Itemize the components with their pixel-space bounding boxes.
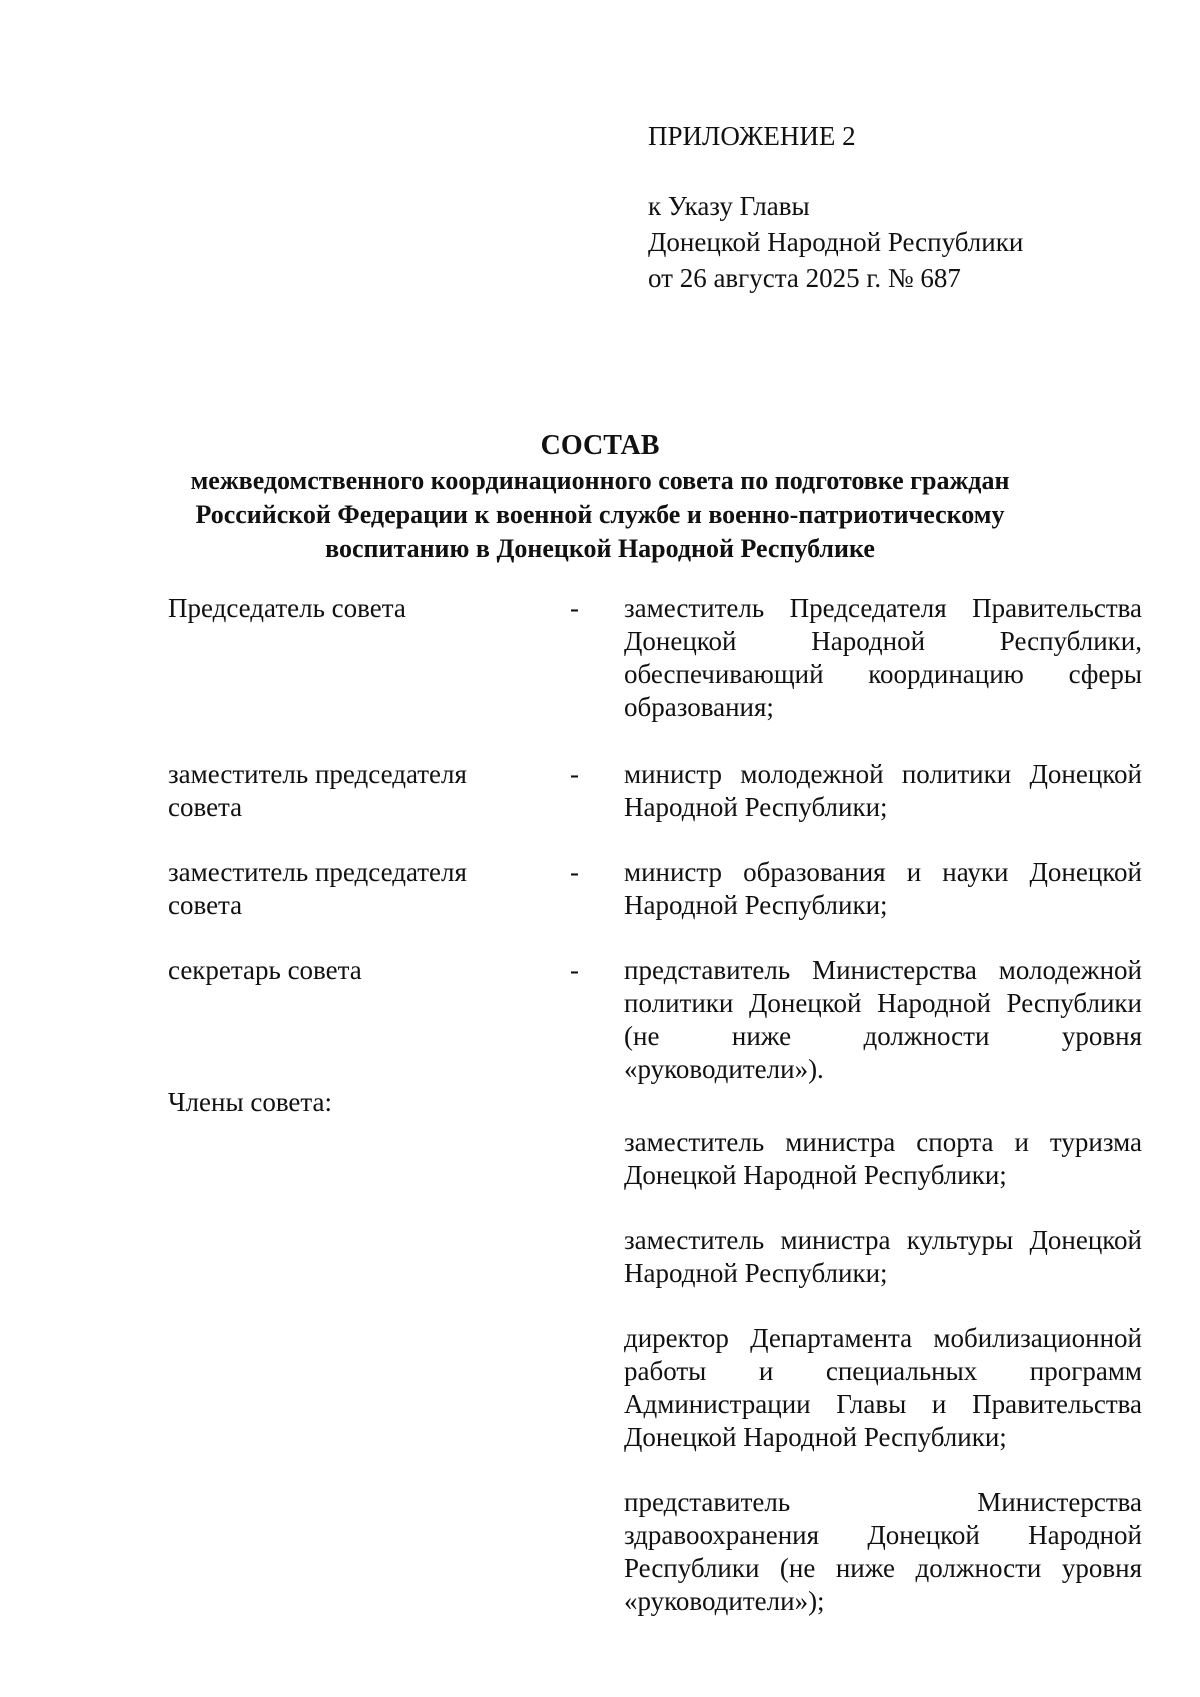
appendix-line-3: от 26 августа 2025 г. № 687 bbox=[648, 263, 961, 293]
dash-separator: - bbox=[570, 759, 579, 789]
member-item: заместитель министра спорта и туризма Донецкой Народной Республики; bbox=[624, 1127, 1142, 1190]
heading-subtitle-line-2: Российской Федерации к военной службе и военно-патриотическому bbox=[195, 500, 1005, 529]
role-label: Председатель совета bbox=[168, 593, 406, 623]
role-description: представитель Министерства молодежной политики Донецкой Народной Республики (не ниже должности уровня «руководители»). bbox=[624, 955, 1142, 1084]
role-description: министр молодежной политики Донецкой Народной Республики; bbox=[624, 759, 1142, 822]
appendix-line-1: к Указу Главы bbox=[648, 191, 810, 221]
role-label: заместитель председателя совета bbox=[168, 857, 467, 920]
role-description: заместитель Председателя Правительства Донецкой Народной Республики, обеспечивающий координацию сферы образования; bbox=[624, 593, 1142, 722]
members-label: Члены совета: bbox=[168, 1087, 333, 1117]
role-description: министр образования и науки Донецкой Народной Республики; bbox=[624, 857, 1142, 920]
appendix-title: ПРИЛОЖЕНИЕ 2 bbox=[648, 121, 856, 151]
dash-separator: - bbox=[570, 955, 579, 985]
dash-separator: - bbox=[570, 857, 579, 887]
member-item: директор Департамента мобилизационной работы и специальных программ Администрации Главы и Правительства Донецкой Народной Республики; bbox=[624, 1323, 1142, 1452]
role-label: секретарь совета bbox=[168, 955, 362, 985]
heading-title: СОСТАВ bbox=[540, 430, 660, 461]
member-item: заместитель министра культуры Донецкой Народной Республики; bbox=[624, 1225, 1142, 1288]
appendix-block bbox=[648, 118, 1023, 296]
appendix-line-2: Донецкой Народной Республики bbox=[648, 227, 1024, 257]
heading-subtitle-line-1: межведомственного координационного совета по подготовке граждан bbox=[190, 466, 1010, 495]
document-heading bbox=[150, 428, 1050, 566]
heading-subtitle-line-3: воспитанию в Донецкой Народной Республике bbox=[325, 534, 875, 563]
role-label: заместитель председателя совета bbox=[168, 759, 467, 822]
member-item: представитель Министерства здравоохранения Донецкой Народной Республики (не ниже должности уровня «руководители»); bbox=[624, 1487, 1142, 1616]
dash-separator: - bbox=[570, 593, 579, 623]
